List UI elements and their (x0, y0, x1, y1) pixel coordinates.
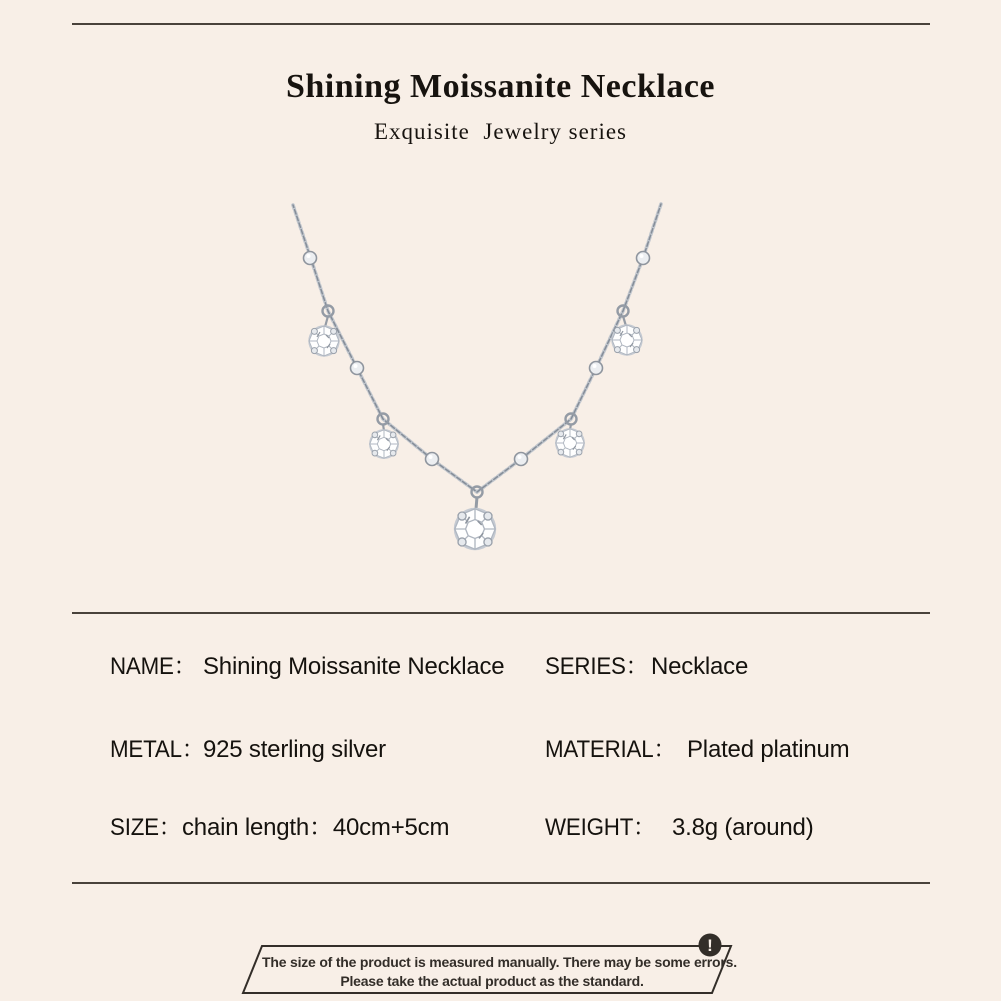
page-subtitle: Exquisite Jewelry series (373, 119, 628, 144)
spec-value-series: Necklace (651, 653, 749, 680)
spec-label-size: SIZE： (110, 814, 181, 841)
spec-value-name: Shining Moissanite Necklace (203, 653, 505, 680)
spec-value-weight: 3.8g (around) (672, 814, 814, 841)
spec-label-name: NAME： (110, 653, 196, 680)
disclaimer-line-1: The size of the product is measured manually. There may be some errors. (262, 954, 737, 970)
spec-label-series: SERIES： (545, 653, 648, 680)
disclaimer-line-2: Please take the actual product as the standard. (340, 973, 644, 989)
spec-label-material: MATERIAL： (545, 736, 676, 763)
spec-label-weight: WEIGHT： (545, 814, 656, 841)
spec-value-material: Plated platinum (687, 736, 850, 763)
spec-label-metal: METAL： (110, 736, 204, 763)
spec-value-size: chain length：40cm+5cm (182, 814, 450, 841)
page-title: Shining Moissanite Necklace (285, 68, 716, 105)
warning-icon-glyph: ! (707, 936, 713, 955)
spec-value-metal: 925 sterling silver (203, 736, 386, 763)
